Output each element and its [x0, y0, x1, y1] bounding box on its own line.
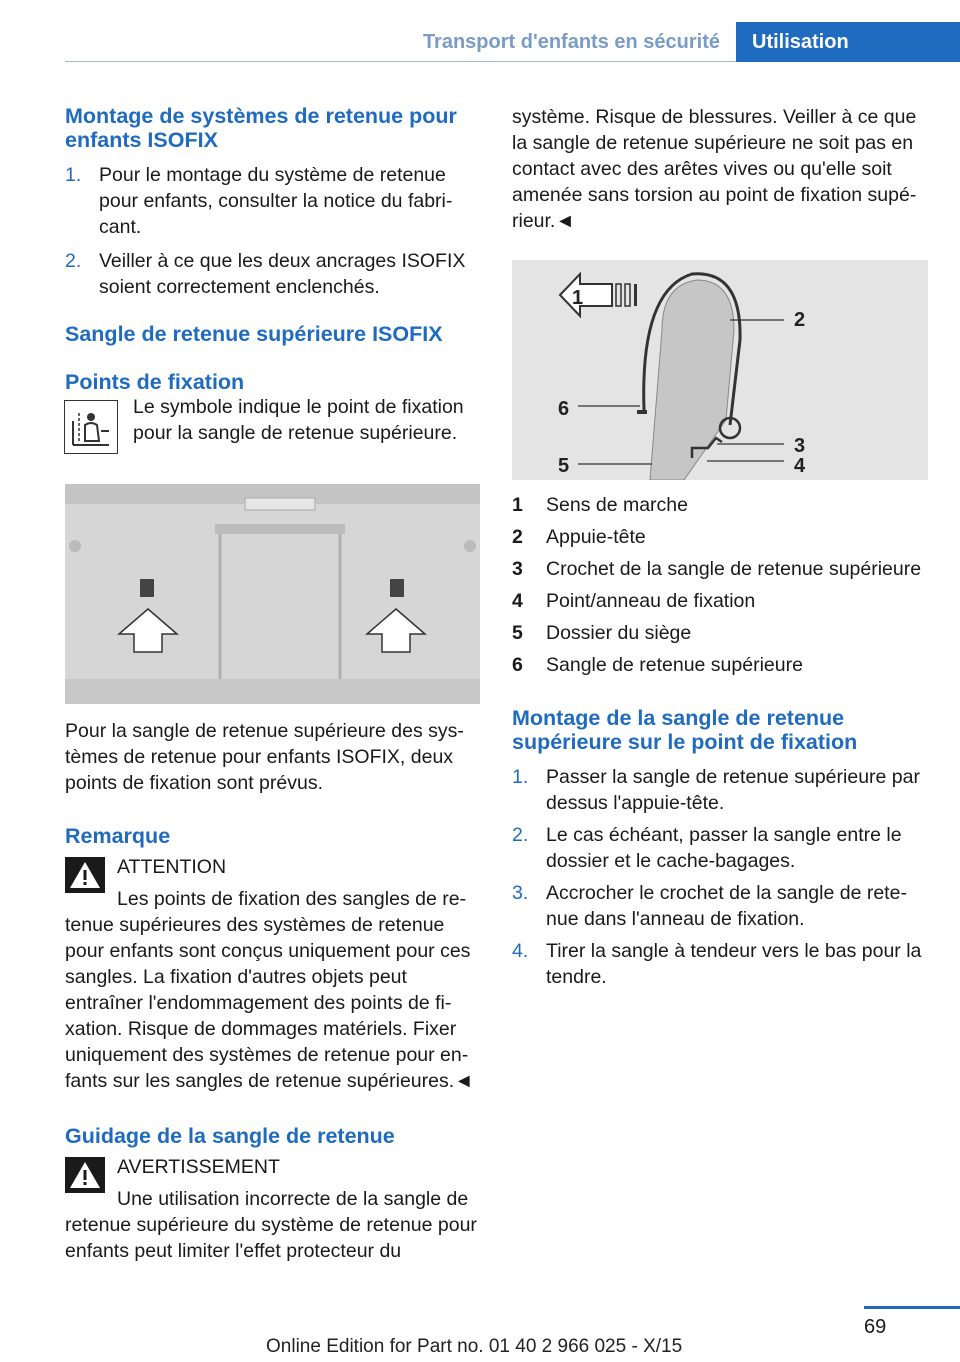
legend-item: 3 Crochet de la sangle de retenue supérieure: [512, 558, 922, 580]
legend-item: 5 Dossier du siège: [512, 622, 692, 644]
warning-continued-text: système. Risque de blessures. Veiller à ce que la sangle de retenue supérieure ne soit pas en contact avec des arêtes vives ou qu'elle soit amenée sans torsion au point de fixation supérieur.◄: [512, 106, 917, 232]
list-item: 1. Passer la sangle de retenue supérieure par dessus l'appuie-tête.: [512, 766, 920, 814]
right-column: [512, 104, 928, 990]
online-edition: Online Edition for Part no. 01 40 2 966 025 - X/15: [266, 1336, 683, 1357]
callout-2: 2: [794, 309, 806, 331]
list-item: 4. Tirer la sangle à tendeur vers le bas pour la tendre.: [512, 940, 922, 988]
callout-1: 1: [572, 287, 584, 309]
footer-rule: [864, 1306, 960, 1309]
isofix-steps: [65, 162, 480, 300]
strap-heading: Sangle de retenue supérieure ISOFIX: [65, 322, 443, 346]
section-tab: [736, 22, 960, 62]
guide-heading: Guidage de la sangle de retenue: [65, 1124, 395, 1148]
callout-4: 4: [794, 455, 806, 477]
list-item: 1. Pour le montage du système de retenue pour enfants, consulter la notice du fabricant.: [65, 164, 453, 238]
figure-legend: [512, 492, 928, 684]
callout-6: 6: [558, 398, 570, 420]
attention-block: [65, 854, 480, 1094]
page-number: 69: [864, 1316, 887, 1338]
trunk-anchor-photo: [65, 484, 480, 704]
mount-steps: [512, 764, 928, 990]
attention-label: ATTENTION: [117, 856, 227, 878]
legend-item: 4 Point/anneau de fixation: [512, 590, 756, 612]
anchor-subheading: Points de fixation: [65, 370, 245, 394]
legend-item: 6 Sangle de retenue supérieure: [512, 654, 803, 676]
child-seat-anchor-icon: [64, 400, 118, 454]
list-item: 2. Le cas échéant, passer la sangle entre le dossier et le cache-bagages.: [512, 824, 902, 872]
remark-heading: Remarque: [65, 824, 171, 848]
isofix-heading: Montage de systèmes de retenue pour enfants ISOFIX: [65, 104, 457, 152]
list-item: 3. Accrocher le crochet de la sangle de retenue dans l'anneau de fixation.: [512, 882, 907, 930]
anchor-symbol-text: Le symbole indique le point de fixation pour la sangle de retenue supérieure.: [133, 396, 464, 444]
warning-triangle-icon: [65, 857, 105, 893]
list-item: 2. Veiller à ce que les deux ancrages ISOFIX soient correctement enclenchés.: [65, 250, 466, 298]
legend-item: 1 Sens de marche: [512, 494, 688, 516]
warning-block: [65, 1154, 480, 1264]
anchor-paragraph: Pour la sangle de retenue supérieure des systèmes de retenue pour enfants ISOFIX, deux points de fixation sont prévus.: [65, 720, 464, 794]
header-divider: [65, 61, 736, 62]
left-column: [65, 104, 480, 1264]
section-tab-label: Utilisation: [752, 31, 849, 53]
headrest-strap-diagram: [512, 260, 928, 480]
attention-text: Les points de fixation des sangles de retenue supérieures des systèmes de retenue pour enfants sont conçus uniquement pour ces sangles. La fixation d'autres objets peut entraîner l'endommagement des points de fixation. Risque de dommages matériels. Fixer uniquement des systèmes de retenue pour enfants sur les sangles de retenue supérieures.◄: [65, 888, 474, 1092]
breadcrumb-label: Transport d'enfants en sécurité: [422, 31, 720, 53]
mount-heading: Montage de la sangle de retenue supérieure sur le point de fixation: [512, 706, 858, 754]
warning-triangle-icon: [65, 1157, 105, 1193]
anchor-symbol-row: [65, 394, 480, 446]
breadcrumb: [0, 0, 736, 62]
callout-5: 5: [558, 455, 570, 477]
callout-3: 3: [794, 435, 806, 457]
warning-label: AVERTISSEMENT: [117, 1156, 280, 1178]
legend-item: 2 Appuie-tête: [512, 526, 646, 548]
warning-text: Une utilisation incorrecte de la sangle de retenue supérieure du système de retenue pour enfants peut limiter l'effet protecteur du: [65, 1188, 477, 1262]
